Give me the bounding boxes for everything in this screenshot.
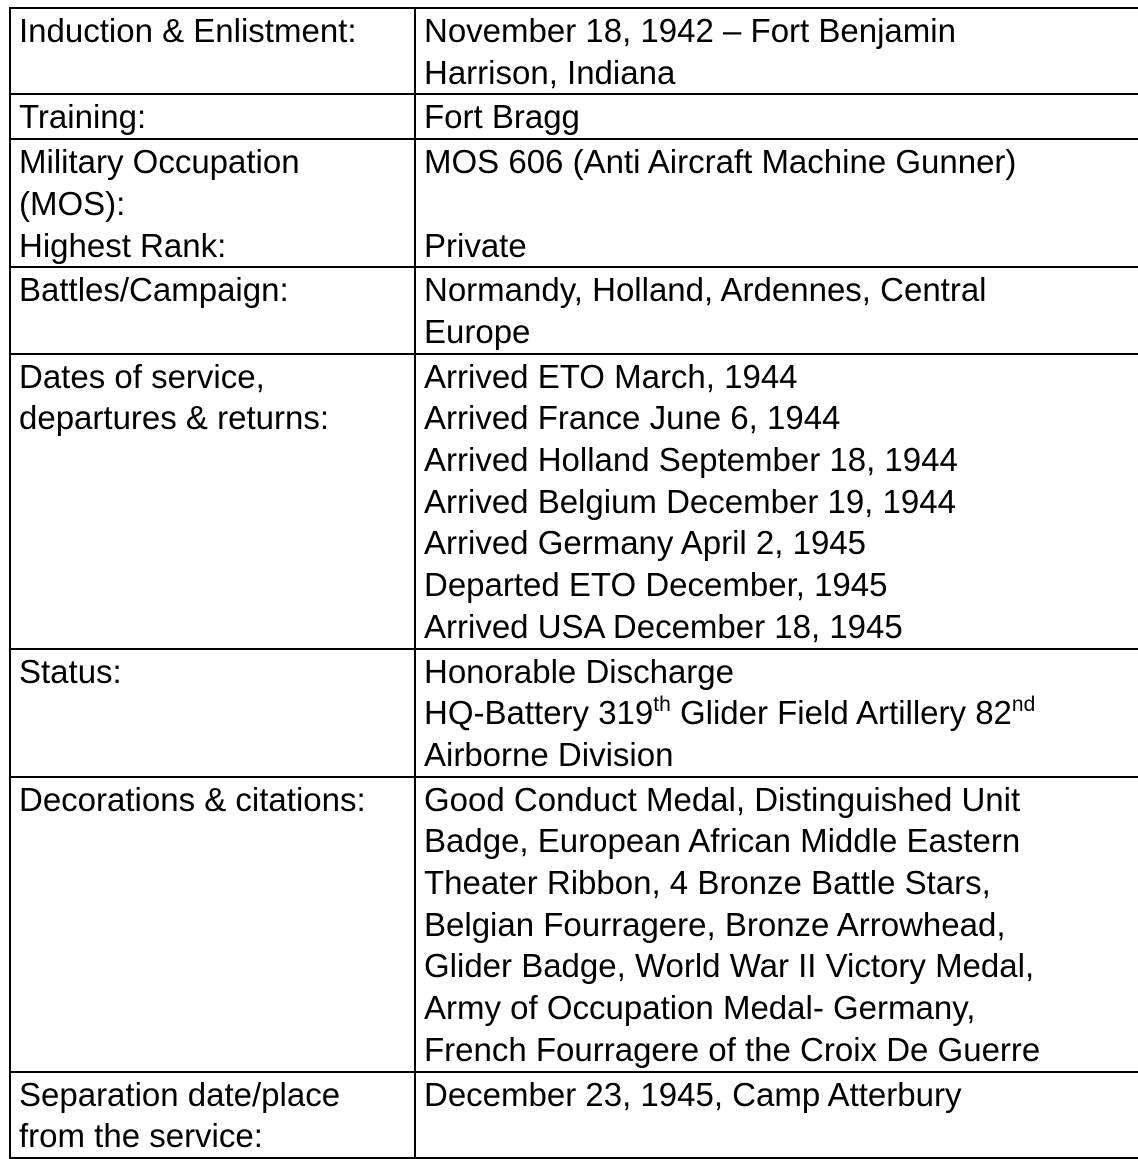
label-cell [10, 94, 415, 139]
label-departures-returns: departures & returns: [19, 399, 329, 437]
value-unit-line [424, 692, 1132, 734]
value-cell [415, 777, 1138, 1072]
value-cell [415, 139, 1138, 267]
value-mos: MOS 606 (Anti Aircraft Machine Gunner) [424, 143, 1017, 181]
label-induction-enlistment: Induction & Enlistment: [19, 12, 357, 49]
value-line: December 23, 1945, Camp Atterbury [424, 1075, 962, 1113]
label-separation-date-place: Separation date/place [19, 1075, 341, 1113]
row-induction-enlistment [10, 8, 1138, 94]
value-cell [415, 8, 1138, 94]
unit-ordinal-1: th [653, 693, 671, 717]
value-cell [415, 354, 1138, 649]
row-dates-of-service [10, 354, 1138, 649]
value-line: Fort Bragg [424, 98, 580, 136]
value-cell [415, 267, 1138, 353]
value-line: Departed ETO December, 1945 [424, 566, 888, 604]
value-line: Harrison, Indiana [424, 53, 676, 91]
value-line: Airborne Division [424, 735, 674, 773]
label-from-the-service: from the service: [19, 1117, 263, 1155]
value-line: Arrived Germany April 2, 1945 [424, 524, 867, 562]
value-spacer [424, 183, 1132, 225]
row-military-occupation [10, 139, 1138, 267]
label-military-occupation: Military Occupation [19, 143, 300, 181]
unit-ordinal-2: nd [1011, 693, 1036, 717]
value-line: Arrived France June 6, 1944 [424, 399, 841, 437]
unit-part-1: HQ-Battery 319 [424, 694, 654, 732]
row-status [10, 649, 1138, 777]
label-cell [10, 267, 415, 353]
label-cell [10, 777, 415, 1072]
row-separation [10, 1072, 1138, 1158]
value-cell [415, 94, 1138, 139]
label-cell [10, 354, 415, 649]
label-training: Training: [19, 98, 147, 136]
value-cell [415, 649, 1138, 777]
label-battles-campaign: Battles/Campaign: [19, 271, 289, 309]
value-line: Arrived USA December 18, 1945 [424, 607, 903, 645]
label-cell [10, 649, 415, 777]
unit-part-2: Glider Field Artillery 82 [670, 694, 1012, 732]
row-battles-campaign [10, 267, 1138, 353]
value-line: French Fourragere of the Croix De Guerre [424, 1030, 1041, 1068]
value-line: Honorable Discharge [424, 652, 735, 690]
value-line: Arrived Holland September 18, 1944 [424, 441, 958, 479]
row-decorations-citations [10, 777, 1138, 1072]
label-decorations-citations: Decorations & citations: [19, 780, 366, 818]
value-line: Arrived Belgium December 19, 1944 [424, 482, 956, 520]
value-line: Theater Ribbon, 4 Bronze Battle Stars, [424, 864, 991, 902]
value-line: Belgian Fourragere, Bronze Arrowhead, [424, 905, 1006, 943]
label-mos: (MOS): [19, 184, 126, 222]
label-cell [10, 139, 415, 267]
value-line: Badge, European African Middle Eastern [424, 822, 1021, 860]
value-rank: Private [424, 226, 527, 264]
label-highest-rank: Highest Rank: [19, 226, 227, 264]
value-line: Army of Occupation Medal- Germany, [424, 989, 976, 1027]
service-record-table [9, 7, 1138, 1159]
value-line: Europe [424, 312, 531, 350]
value-line: Arrived ETO March, 1944 [424, 357, 798, 395]
value-cell [415, 1072, 1138, 1158]
label-cell [10, 8, 415, 94]
row-training [10, 94, 1138, 139]
value-line: Glider Badge, World War II Victory Medal, [424, 947, 1035, 985]
label-dates-of-service: Dates of service, [19, 357, 265, 395]
label-status: Status: [19, 652, 122, 690]
value-line: Good Conduct Medal, Distinguished Unit [424, 780, 1021, 818]
label-cell [10, 1072, 415, 1158]
value-line: November 18, 1942 – Fort Benjamin [424, 12, 956, 49]
value-line: Normandy, Holland, Ardennes, Central [424, 271, 987, 309]
